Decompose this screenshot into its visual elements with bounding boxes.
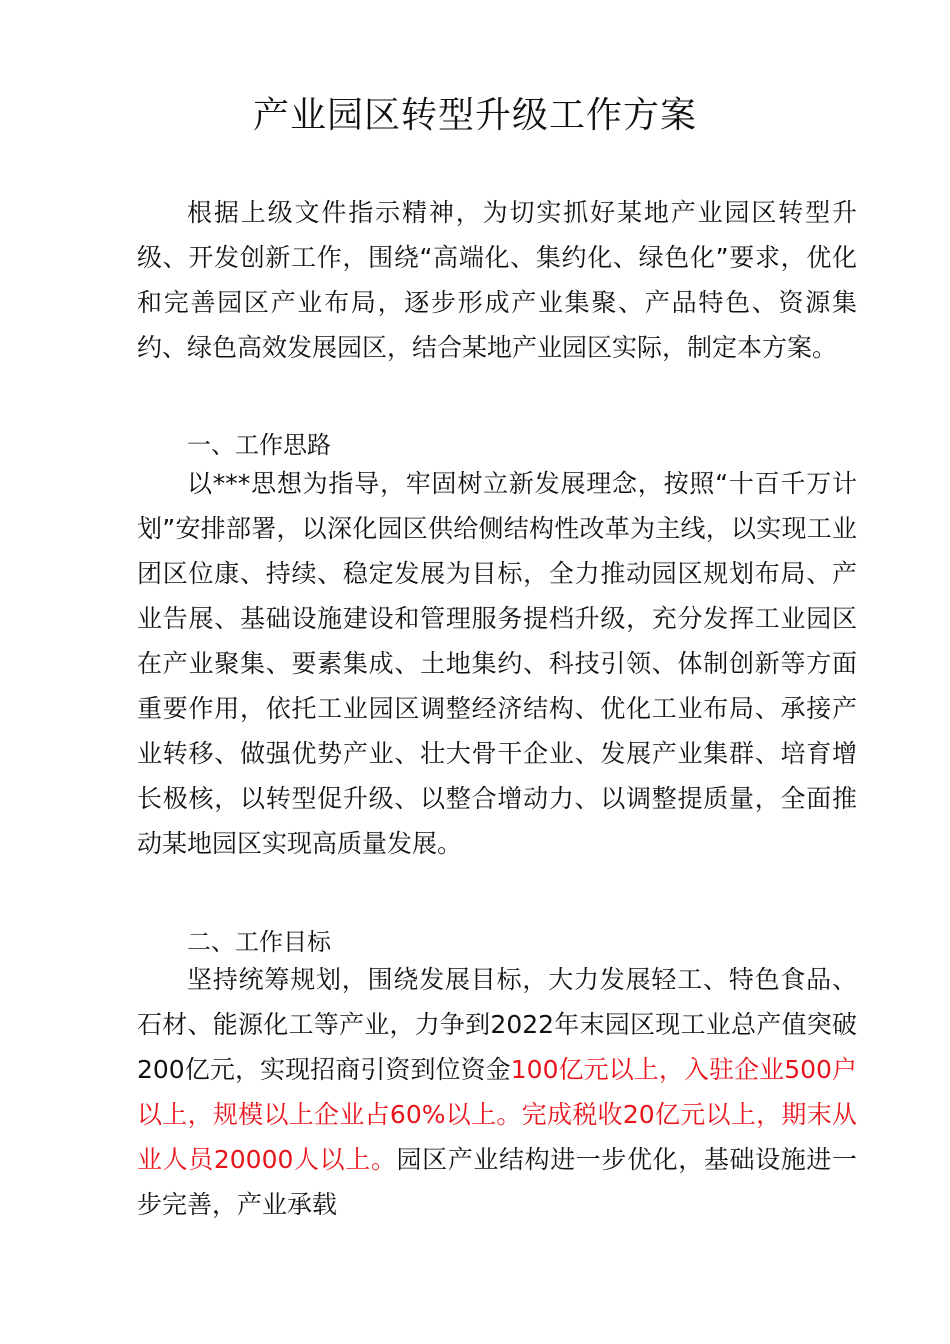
intro-paragraph: 根据上级文件指示精神，为切实抓好某地产业园区转型升级、开发创新工作，围绕“高端化、集约化、绿色化”要求，优化和完善园区产业布局，逐步形成产业集聚、产品特色、资源集约、绿色高效发展园区，结合某地产业园区实际，制定本方案。 <box>137 198 857 362</box>
section-heading-2: 二、工作目标 <box>187 928 331 956</box>
section-body-2 <box>137 957 857 1227</box>
section-body-2-start: 坚持统筹规划，围绕发展目标，大力发展轻工、特色食品、石材、能源化工等产业，力争到2022年末园区现工业总产值突破200亿元，实现招商引资到位资金 <box>137 965 857 1084</box>
highlighted-targets: 100亿元以上，入驻企业500户以上，规模以上企业占60%以上。完成税收20亿元以上，期末从业人员20000人以上。 <box>137 1055 858 1174</box>
section-body-1: 以***思想为指导，牢固树立新发展理念，按照“十百千万计划”安排部署，以深化园区供给侧结构性改革为主线，以实现工业团区位康、持续、稳定发展为目标，全力推动园区规划布局、产业告展、基础设施建设和管理服务提档升级，充分发挥工业园区在产业聚集、要素集成、土地集约、科技引领、体制创新等方面重要作用，依托工业园区调整经济结构、优化工业布局、承接产业转移、做强优势产业、壮大骨干企业、发展产业集群、培育增长极核，以转型促升级、以整合增动力、以调整提质量，全面推动某地园区实现高质量发展。 <box>137 469 857 858</box>
section-body-2-end: 园区产业结构进一步优化，基础设施进一步完善，产业承载 <box>137 1145 857 1219</box>
section-heading-1: 一、工作思路 <box>187 431 331 459</box>
document-title: 产业园区转型升级工作方案 <box>252 95 697 136</box>
